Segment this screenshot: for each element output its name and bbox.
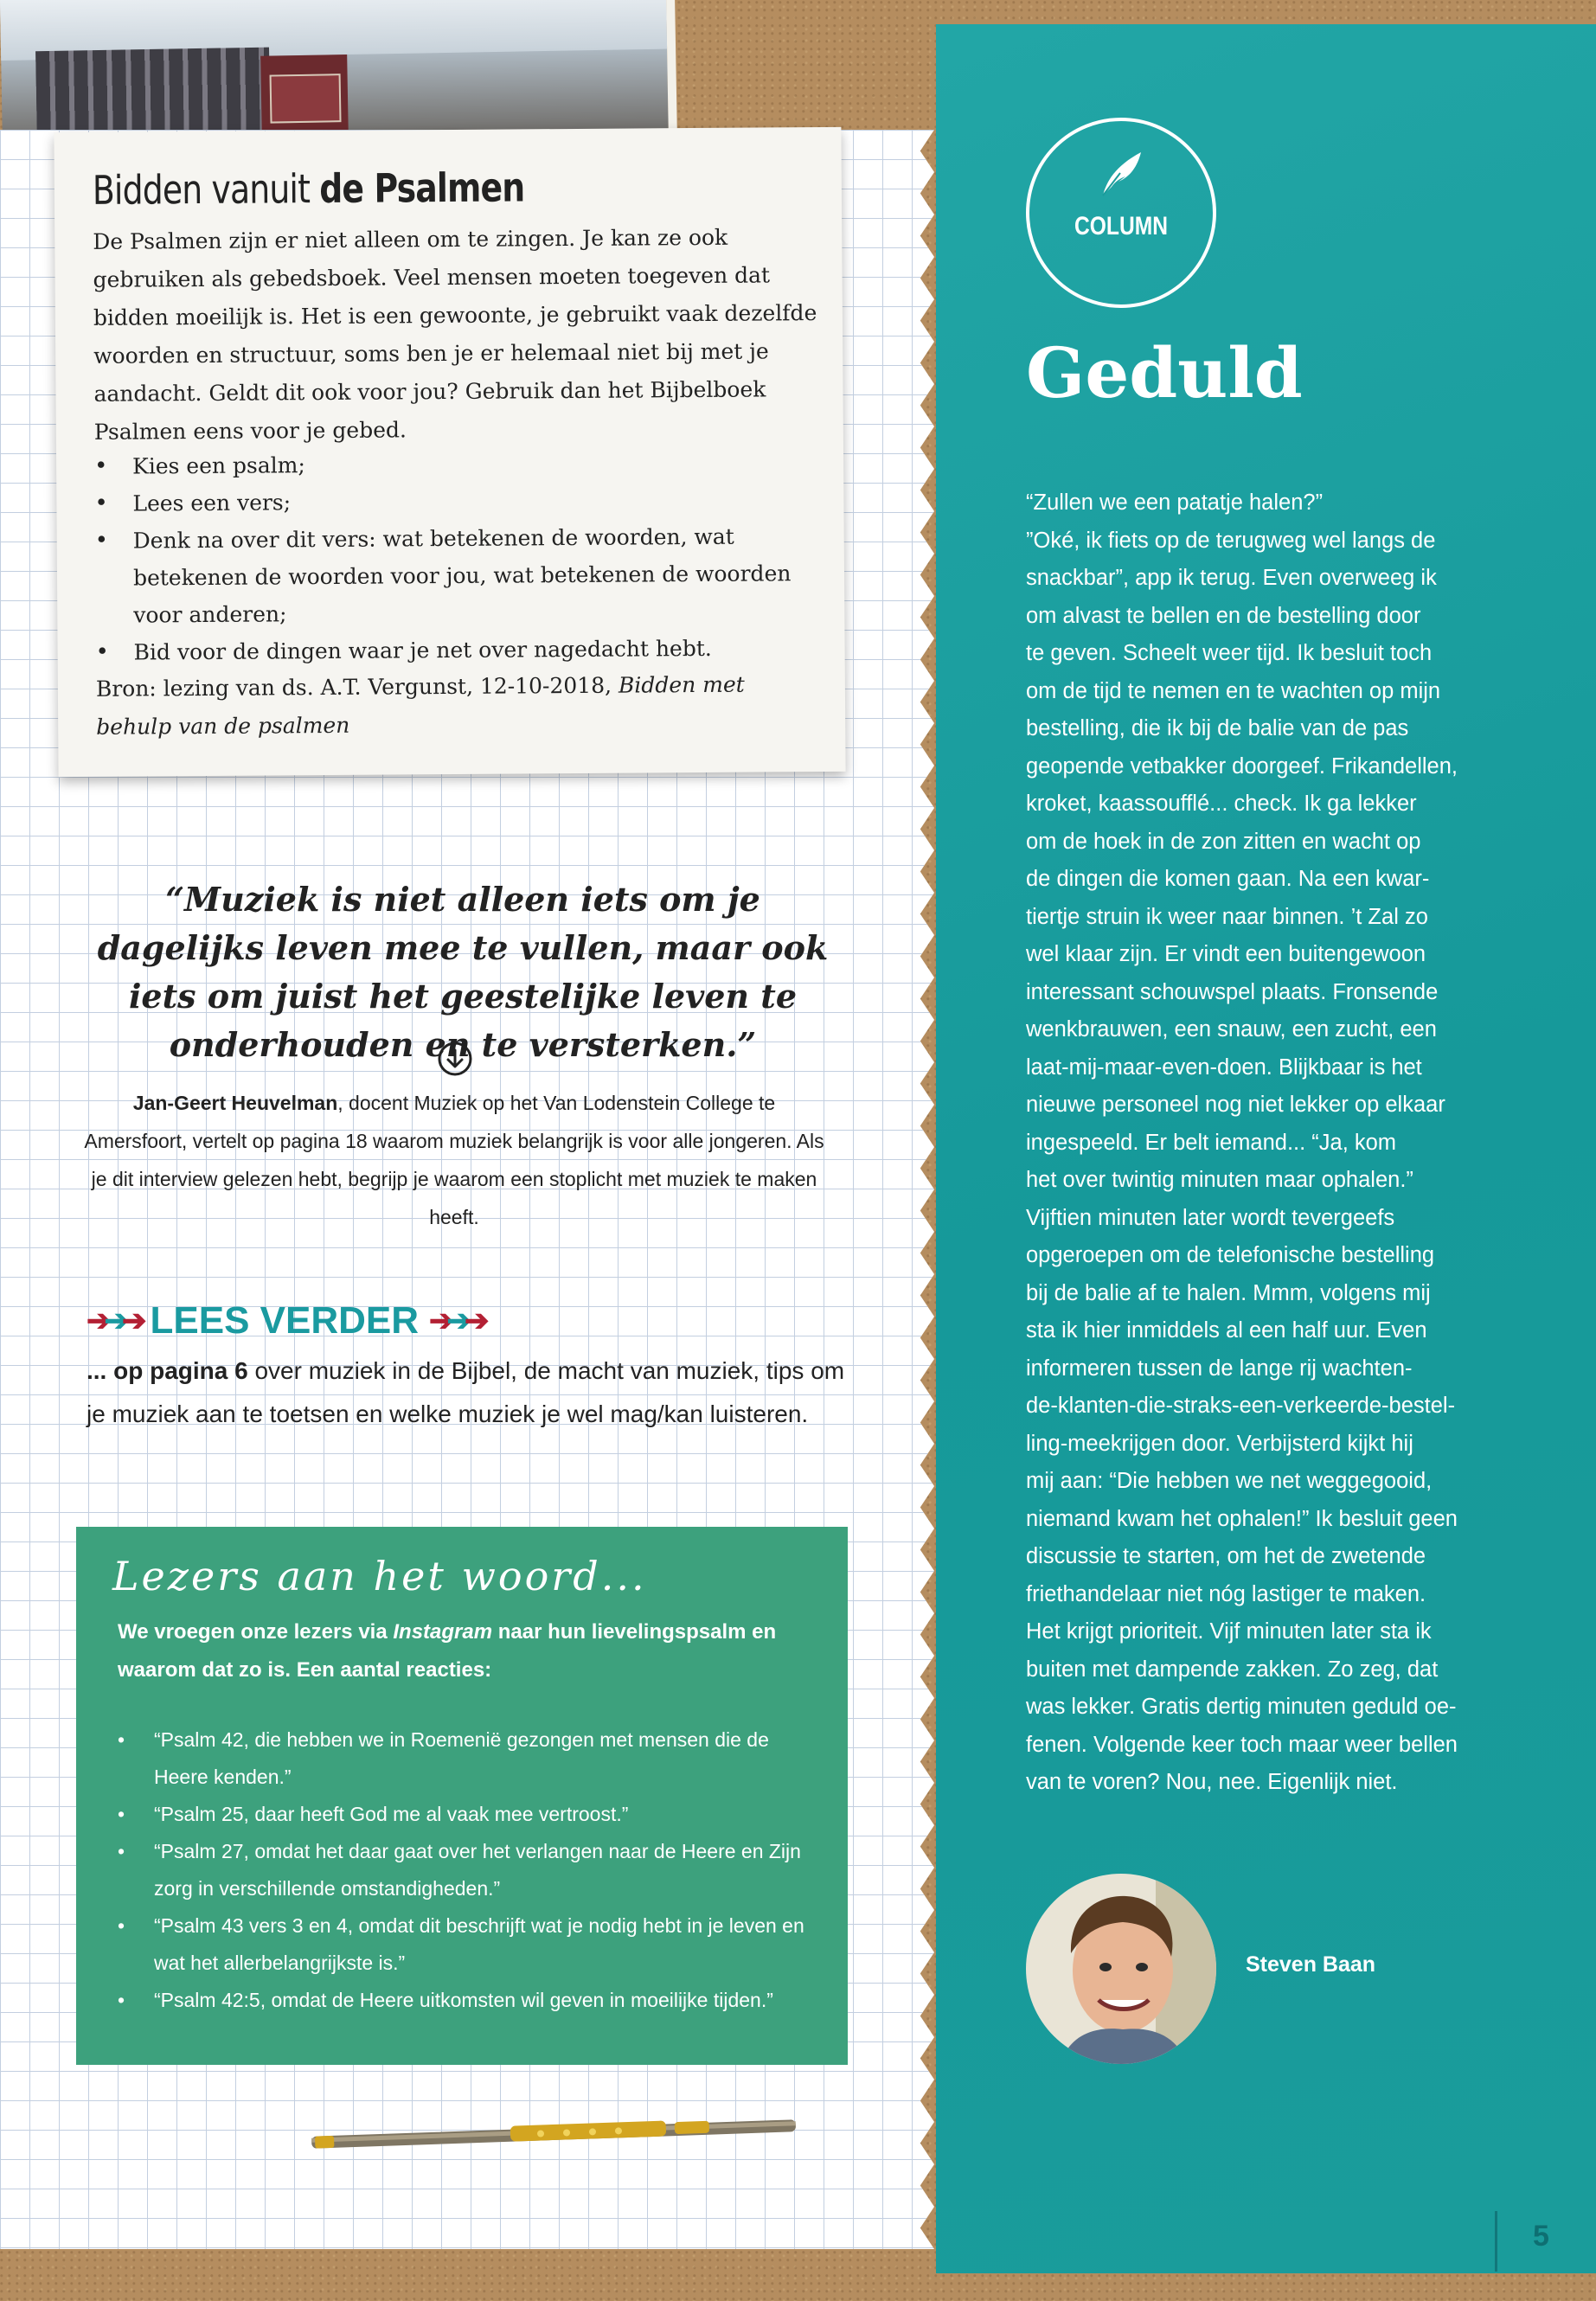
- column-line: ingespeeld. Er belt iemand... “Ja, kom: [1026, 1130, 1397, 1155]
- column-line: fenen. Volgende keer toch maar weer bellen: [1026, 1732, 1458, 1757]
- column-line: niemand kwam het ophalen!” Ik besluit geen: [1026, 1506, 1458, 1531]
- page-number-divider: [1495, 2211, 1497, 2272]
- column-line: om de tijd te nemen en te wachten op mijn: [1026, 678, 1441, 703]
- lees-verder-text: [87, 1349, 848, 1436]
- readers-box: [76, 1527, 848, 2065]
- column-line: kroket, kaassoufflé... check. Ik ga lekker: [1026, 792, 1417, 816]
- column-line: mij aan: “Die hebben we net weggegooid,: [1026, 1469, 1433, 1493]
- readers-intro: [118, 1613, 810, 1689]
- column-line: sta ik hier inmiddels al een half uur. Even: [1026, 1318, 1427, 1343]
- note-title: [93, 163, 525, 213]
- column-line: het over twintig minuten maar ophalen.”: [1026, 1168, 1413, 1192]
- note-title-bold: de Psalmen: [319, 163, 525, 213]
- list-item: • “Psalm 43 vers 3 en 4, omdat dit beschrijft wat je nodig hebt in je leven en wat het allerbelangrijkste is.”: [118, 1907, 827, 1982]
- list-item: • Bid voor de dingen waar je net over nagedacht hebt.: [95, 629, 822, 671]
- lees-verder-description: over muziek in de Bijbel, de macht van muziek, tips om je muziek aan te toetsen en welke muziek je wel mag/kan luisteren.: [87, 1357, 845, 1427]
- column-line: te geven. Scheelt weer tijd. Ik besluit toch: [1026, 641, 1433, 665]
- column-line: interessant schouwspel plaats. Fronsende: [1026, 979, 1439, 1004]
- author-avatar: [1026, 1874, 1216, 2064]
- column-line: friethandelaar niet nóg lastiger te maken.: [1026, 1581, 1426, 1606]
- note-source: [96, 665, 824, 747]
- arrow-down-circle-icon: [437, 1041, 473, 1077]
- column-line: ”Oké, ik fiets op de terugweg wel langs de: [1026, 528, 1436, 553]
- column-line: Het krijgt prioriteit. Vijf minuten later sta ik: [1026, 1619, 1432, 1644]
- column-line: opgeroepen om de telefonische bestelling: [1026, 1243, 1435, 1267]
- readers-platform: Instagram: [393, 1620, 493, 1644]
- column-label: COLUMN: [1074, 212, 1168, 240]
- column-title: Geduld: [1026, 332, 1303, 413]
- column-line: van te voren? Nou, nee. Eigenlijk niet.: [1026, 1770, 1398, 1794]
- arrows-right-icon: ➔➔➔: [87, 1304, 140, 1337]
- interview-intro: [82, 1084, 826, 1236]
- column-line: om alvast te bellen en de bestelling door: [1026, 603, 1421, 628]
- list-item: • “Psalm 25, daar heeft God me al vaak mee vertroost.”: [118, 1796, 827, 1833]
- lees-verder-label: LEES VERDER: [150, 1299, 420, 1342]
- lees-verder-page: ... op pagina 6: [87, 1357, 248, 1384]
- column-line: wel klaar zijn. Er vindt een buitengewoon: [1026, 942, 1426, 966]
- list-item: • Denk na over dit vers: wat betekenen de woorden, wat betekenen de woorden voor jou, wat betekenen de woorden voor anderen;: [95, 517, 823, 634]
- readers-intro-b: naar hun lievelingspsalm en waarom dat zo is. Een aantal reacties:: [118, 1620, 777, 1682]
- readers-intro-a: We vroegen onze lezers via: [118, 1620, 394, 1644]
- column-line: “Zullen we een patatje halen?”: [1026, 490, 1324, 515]
- column-line: snackbar”, app ik terug. Even overweeg ik: [1026, 566, 1437, 590]
- list-item: • “Psalm 42:5, omdat de Heere uitkomsten wil geven in moeilijke tijden.”: [118, 1982, 827, 2019]
- column-body: [1026, 484, 1493, 1802]
- author-name: Steven Baan: [1246, 1952, 1376, 1977]
- column-line: informeren tussen de lange rij wachten-: [1026, 1356, 1413, 1381]
- interviewee-name: Jan-Geert Heuvelman: [132, 1092, 338, 1114]
- source-prefix: Bron: lezing van ds. A.T. Vergunst, 12-10-2018,: [95, 672, 619, 702]
- column-line: geopende vetbakker doorgeef. Frikandellen,: [1026, 753, 1458, 779]
- column-line: bij de balie af te halen. Mmm, volgens mij: [1026, 1280, 1431, 1305]
- list-item: • “Psalm 27, omdat het daar gaat over het verlangen naar de Heere en Zijn zorg in verschillende omstandigheden.”: [118, 1833, 827, 1907]
- column-line: was lekker. Gratis dertig minuten geduld oe-: [1026, 1695, 1457, 1719]
- note-title-light: Bidden vanuit: [92, 165, 320, 214]
- column-line: laat-mij-maar-even-doen. Blijkbaar is het: [1026, 1054, 1422, 1080]
- page-number: 5: [1533, 2220, 1549, 2253]
- note-steps: [94, 443, 823, 671]
- note-body: De Psalmen zijn er niet alleen om te zingen. Je kan ze ook gebruiken als gebedsboek. Veel mensen moeten toegeven dat bidden moeilijk is. Het is een gewoonte, je gebruikt vaak dezelfde woorden en structuur, soms ben je er helemaal niet bij met je aandacht. Geldt dit ook voor jou? Gebruik dan het Bijbelboek Psalmen eens voor je gebed.: [93, 224, 817, 445]
- column-line: nieuwe personeel nog niet lekker op elkaar: [1026, 1093, 1445, 1117]
- quill-feather-icon: [1094, 147, 1148, 201]
- column-line: de-klanten-die-straks-een-verkeerde-bestel-: [1026, 1394, 1456, 1418]
- column-line: discussie te starten, om het de zwetende: [1026, 1544, 1426, 1568]
- column-line: bestelling, die ik bij de balie van de pas: [1026, 716, 1409, 740]
- flute-illustration: [311, 2118, 796, 2149]
- source-title: Bidden met behulp van de psalmen: [96, 671, 745, 740]
- readers-title: Lezers aan het woord...: [112, 1553, 647, 1599]
- psalm-prayer-note: [54, 127, 845, 777]
- list-item: • “Psalm 42, die hebben we in Roemenië gezongen met mensen die de Heere kenden.”: [118, 1721, 827, 1796]
- arrows-right-icon: ➔➔➔: [429, 1304, 483, 1337]
- readers-responses: [118, 1721, 827, 2019]
- pull-quote: “Muziek is niet alleen iets om je dagelijks leven mee te vullen, maar ook iets om juist het geestelijke leven te onderhouden en te versterken.”: [97, 880, 829, 1064]
- column-line: tiertje struin ik weer naar binnen. ’t Zal zo: [1026, 904, 1428, 929]
- list-item: • Lees een vers;: [94, 480, 821, 522]
- column-line: buiten met dampende zakken. Zo zeg, dat: [1026, 1657, 1439, 1682]
- list-item: • Kies een psalm;: [94, 443, 821, 485]
- interview-intro-text: , docent Muziek op het Van Lodenstein College te Amersfoort, vertelt op pagina 18 waarom muziek belangrijk is voor alle jongeren. Als je dit interview gelezen hebt, begrijp je waarom een stoplicht met muziek te maken heeft.: [84, 1092, 824, 1228]
- lees-verder-heading: [87, 1299, 483, 1343]
- column-line: ling-meekrijgen door. Verbijsterd kijkt hij: [1026, 1431, 1413, 1456]
- column-line: om de hoek in de zon zitten en wacht op: [1026, 829, 1421, 854]
- column-line: de dingen die komen gaan. Na een kwar-: [1026, 867, 1430, 891]
- column-line: wenkbrauwen, een snauw, een zucht, een: [1026, 1017, 1437, 1042]
- column-line: Vijftien minuten later wordt tevergeefs: [1026, 1205, 1395, 1230]
